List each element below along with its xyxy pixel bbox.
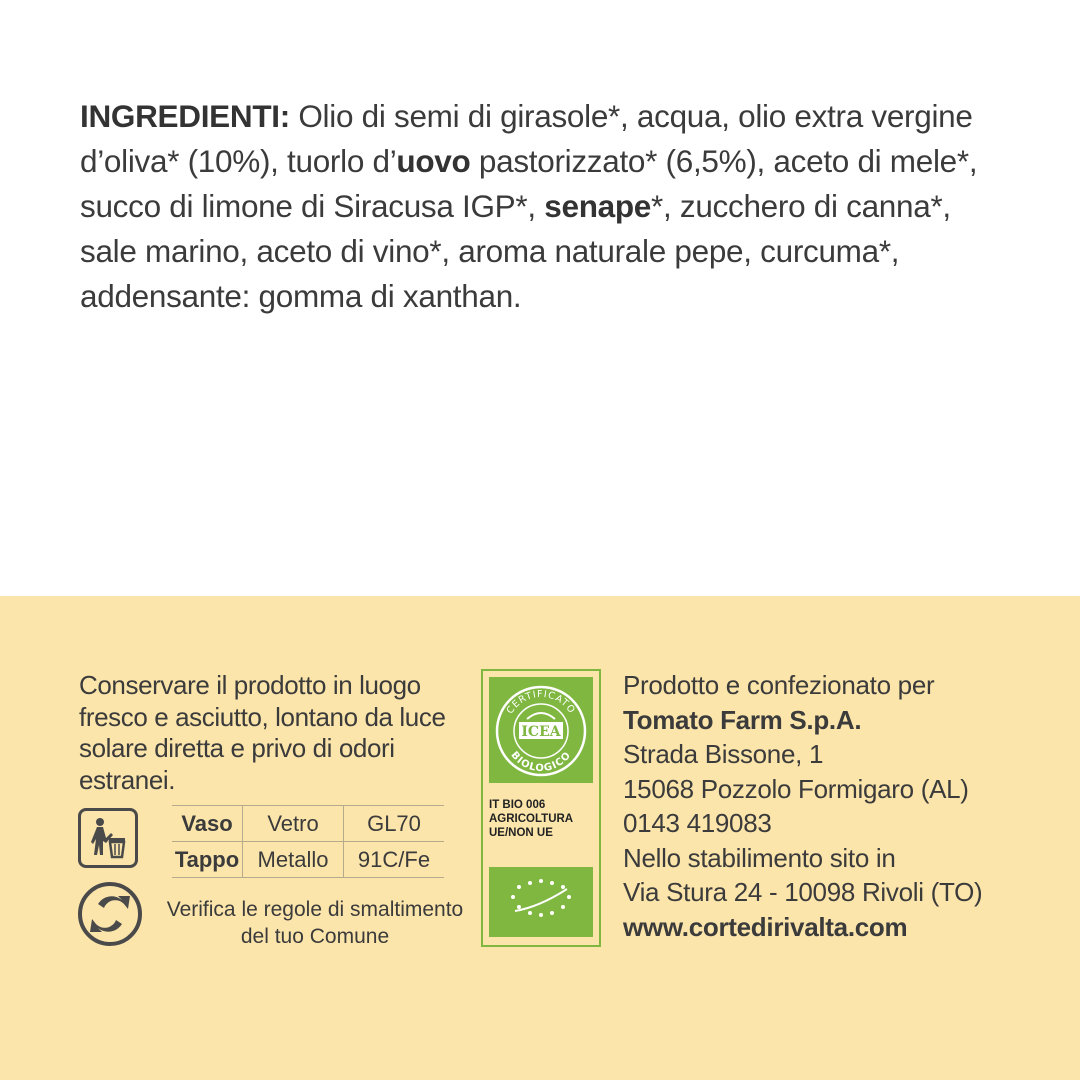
recycle-icon [78, 882, 142, 946]
material-cell: Metallo [243, 842, 344, 878]
disposal-note: Verifica le regole di smaltimento del tuo Comune [166, 898, 464, 948]
website-link[interactable]: www.cortedirivalta.com [623, 911, 908, 942]
producer-intro: Prodotto e confezionato per [623, 670, 935, 700]
ingredients-part-2: pastorizzato* (6,5%), aceto di mele*, succo di limone di Siracusa IGP*, [80, 143, 978, 224]
icea-logo [489, 677, 593, 783]
company-city: 15068 Pozzolo Formigaro (AL) [623, 773, 969, 804]
ingredients-part-1: Olio di semi di girasole*, acqua, olio extra vergine d’oliva* (10%), tuorlo d’ [80, 98, 973, 179]
svg-text:BIOLOGICO [508, 750, 573, 774]
plant-address: Via Stura 24 - 10098 Rivoli (TO) [623, 877, 983, 907]
storage-instructions: Conservare il prodotto in luogo fresco e asciutto, lontano da luce solare diretta e privo di odori estranei. [79, 670, 446, 795]
ingredients-text [80, 94, 1010, 319]
organic-certification-badge [481, 669, 601, 947]
company-phone: 0143 419083 [623, 808, 772, 838]
tidy-bin-icon [78, 808, 138, 868]
allergen-egg: uovo [396, 143, 471, 179]
table-row [172, 842, 444, 878]
component-cell: Tappo [172, 842, 243, 878]
component-cell: Vaso [172, 806, 243, 842]
certification-text [489, 798, 597, 840]
plant-intro: Nello stabilimento sito in [623, 842, 896, 873]
origin-line-2: UE/NON UE [489, 827, 553, 839]
code-cell: 91C/Fe [344, 842, 445, 878]
ring-top-text: CERTIFICATO [504, 688, 578, 717]
material-cell: Vetro [243, 806, 344, 842]
eu-organic-leaf-icon [489, 867, 593, 937]
icea-label: ICEA [521, 724, 561, 740]
table-row [172, 806, 444, 842]
packaging-table [172, 805, 444, 878]
ingredients-label: INGREDIENTI: [80, 98, 290, 134]
producer-info [623, 668, 1063, 944]
certification-code: IT BIO 006 [489, 799, 546, 811]
ring-bottom-text: BIOLOGICO [508, 749, 574, 775]
ingredients-part-3: *, zucchero di canna*, sale marino, aceto di vino*, aroma naturale pepe, curcuma*, addensante: gomma di xanthan. [80, 188, 951, 314]
code-cell: GL70 [344, 806, 445, 842]
company-street: Strada Bissone, 1 [623, 739, 824, 769]
origin-line-1: AGRICOLTURA [489, 813, 574, 825]
company-name: Tomato Farm S.p.A. [623, 704, 862, 735]
allergen-mustard: senape [544, 188, 652, 224]
